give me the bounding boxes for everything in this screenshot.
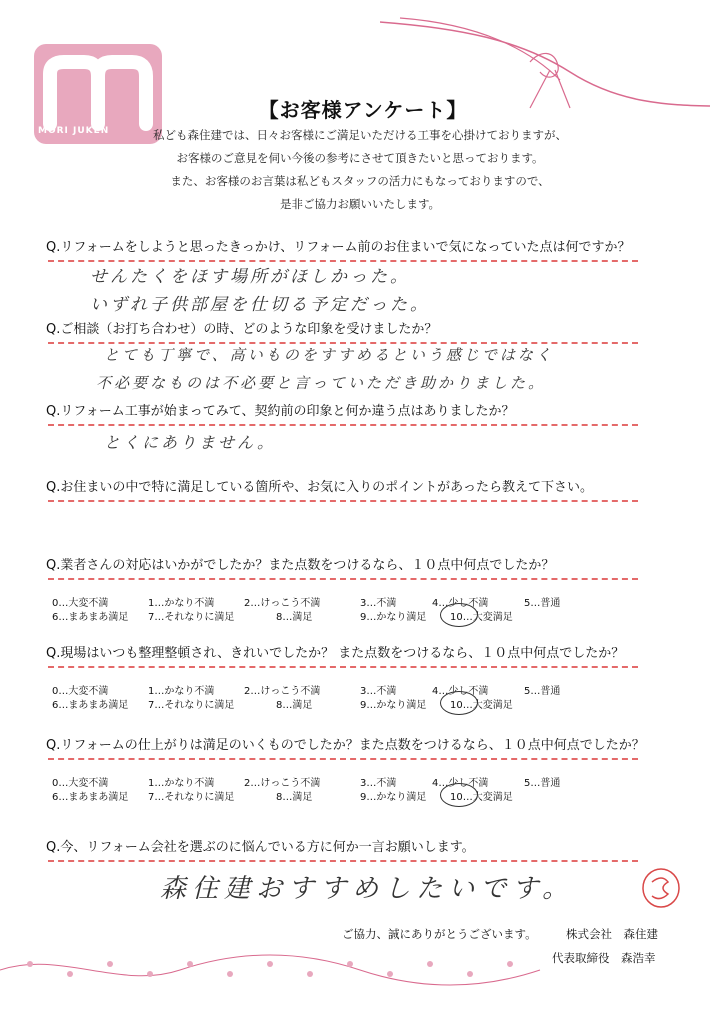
scale-option-10: 10…大変満足 <box>450 700 513 711</box>
thanks-message: ご協力、誠にありがとうございます。 <box>342 927 537 941</box>
scale-option-7: 7…それなりに満足 <box>148 792 235 803</box>
question-2: Q.ご相談（お打ち合わせ）の時、どのような印象を受けましたか？ <box>46 322 438 337</box>
question-5: Q.業者さんの対応はいかがでしたか？また点数をつけるなら、１０点中何点でしたか？ <box>46 558 555 573</box>
scale-option-1: 1…かなり不満 <box>148 598 215 609</box>
question-3: Q.リフォーム工事が始まってみて、契約前の印象と何か違う点はありましたか？ <box>46 404 515 419</box>
scale-option-6: 6…まあまあ満足 <box>52 612 129 623</box>
scale-option-5: 5…普通 <box>524 686 561 697</box>
divider <box>48 500 638 502</box>
divider <box>48 424 638 426</box>
divider <box>48 758 638 760</box>
intro-line: 私ども森住建では、日々お客様にご満足いただける工事を心掛けておりますが、 <box>153 128 567 142</box>
scale-option-0: 0…大変不満 <box>52 778 109 789</box>
scale-option-9: 9…かなり満足 <box>360 792 427 803</box>
scale-option-9: 9…かなり満足 <box>360 612 427 623</box>
answer-1-line-1: せんたくをほす場所がほしかった。 <box>90 267 410 287</box>
scale-option-3: 3…不満 <box>360 686 397 697</box>
survey-title: 【お客様アンケート】 <box>258 98 468 122</box>
intro-line: お客様のご意見を伺い今後の参考にさせて頂きたいと思っております。 <box>176 151 544 165</box>
scale-option-3: 3…不満 <box>360 778 397 789</box>
scale-option-8: 8…満足 <box>276 700 313 711</box>
question-1: Q.リフォームをしようと思ったきっかけ、リフォーム前のお住まいで気になっていた点は何ですか？ <box>46 240 631 255</box>
scale-option-7: 7…それなりに満足 <box>148 612 235 623</box>
answer-8: 森住建おすすめしたいです。 <box>160 874 575 904</box>
company-name: 株式会社 森住建 <box>566 927 658 941</box>
rating-scale-q5 <box>52 594 612 622</box>
divider <box>48 578 638 580</box>
scale-option-6: 6…まあまあ満足 <box>52 792 129 803</box>
question-4: Q.お住まいの中で特に満足している箇所や、お気に入りのポイントがあったら教えて下さい。 <box>46 480 593 495</box>
question-6: Q.現場はいつも整理整頓され、きれいでしたか？ また点数をつけるなら、１０点中何点でしたか？ <box>46 646 625 661</box>
scale-option-2: 2…けっこう不満 <box>244 778 321 789</box>
scale-option-4: 4…少し不満 <box>432 778 489 789</box>
scale-option-1: 1…かなり不満 <box>148 778 215 789</box>
representative-name: 代表取締役 森浩幸 <box>552 951 656 965</box>
intro-text <box>100 124 620 216</box>
answer-3: とくにありません。 <box>104 433 276 452</box>
scale-option-1: 1…かなり不満 <box>148 686 215 697</box>
scale-option-5: 5…普通 <box>524 598 561 609</box>
scale-option-0: 0…大変不満 <box>52 598 109 609</box>
logo-text: MORI JUKEN <box>38 126 110 136</box>
selected-rating-circle <box>440 783 478 807</box>
answer-1-line-2: いずれ子供部屋を仕切る予定だった。 <box>90 295 430 315</box>
scale-option-6: 6…まあまあ満足 <box>52 700 129 711</box>
intro-line: 是非ご協力お願いいたします。 <box>279 197 441 211</box>
seal-stamp <box>640 866 682 910</box>
answer-2-line-2: 不必要なものは不必要と言っていただき助かりました。 <box>96 374 547 392</box>
scale-option-2: 2…けっこう不満 <box>244 686 321 697</box>
divider <box>48 860 638 862</box>
intro-line: また、お客様のお言葉は私どもスタッフの活力にもなっておりますので、 <box>170 174 550 188</box>
scale-option-5: 5…普通 <box>524 778 561 789</box>
scale-option-4: 4…少し不満 <box>432 598 489 609</box>
floral-border-decoration <box>0 950 724 1024</box>
answer-2-line-1: とても丁寧で、高いものをすすめるという感じではなく <box>104 346 554 364</box>
scale-option-10: 10…大変満足 <box>450 612 513 623</box>
scale-option-10: 10…大変満足 <box>450 792 513 803</box>
scale-option-9: 9…かなり満足 <box>360 700 427 711</box>
selected-rating-circle <box>440 691 478 715</box>
question-8: Q.今、リフォーム会社を選ぶのに悩んでいる方に何か一言お願いします。 <box>46 840 475 855</box>
scale-option-8: 8…満足 <box>276 792 313 803</box>
rating-scale-q6 <box>52 682 612 710</box>
scale-option-2: 2…けっこう不満 <box>244 598 321 609</box>
scale-option-4: 4…少し不満 <box>432 686 489 697</box>
question-7: Q.リフォームの仕上がりは満足のいくものでしたか？また点数をつけるなら、１０点中何点でしたか？ <box>46 738 645 753</box>
rating-scale-q7 <box>52 774 612 802</box>
scale-option-7: 7…それなりに満足 <box>148 700 235 711</box>
scale-option-0: 0…大変不満 <box>52 686 109 697</box>
divider <box>48 666 638 668</box>
selected-rating-circle <box>440 603 478 627</box>
scale-option-3: 3…不満 <box>360 598 397 609</box>
scale-option-8: 8…満足 <box>276 612 313 623</box>
